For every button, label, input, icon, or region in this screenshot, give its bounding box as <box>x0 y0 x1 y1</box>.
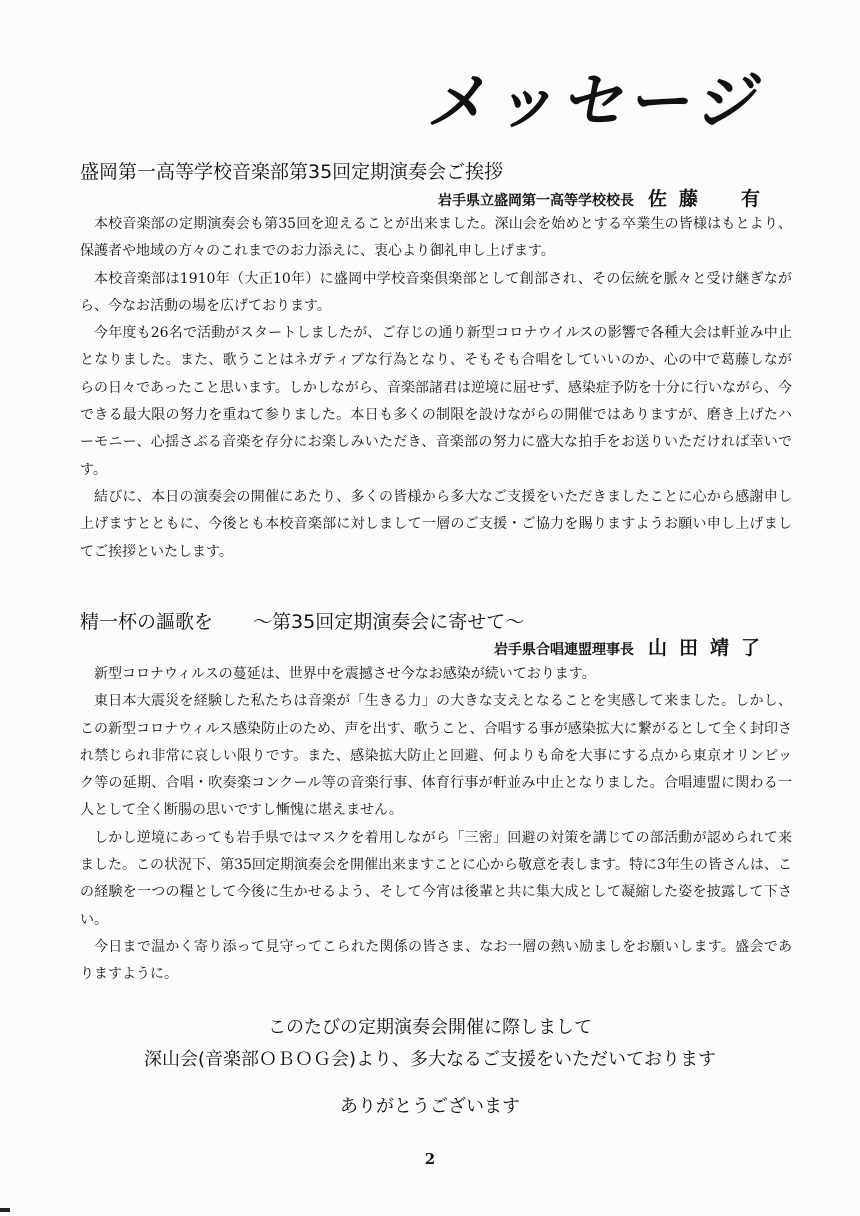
message2-heading-sub: ～第35回定期演奏会に寄せて～ <box>253 611 525 633</box>
message2-author-name: 山田靖了 <box>647 637 772 659</box>
message2-paragraph: 新型コロナウィルスの蔓延は、世界中を震撼させ今なお感染が続いております。 <box>94 666 596 682</box>
closing-line-3: ありがとうございます <box>340 1096 520 1117</box>
message2-author-role: 岩手県合唱連盟理事長 <box>493 642 634 658</box>
message1-paragraph: 本校音楽部は1910年（大正10年）に盛岡中学校音楽倶楽部として創部され、その伝統を脈々と受け継ぎながら、今なお活動の場を広げております。 <box>80 270 792 314</box>
message1-paragraph: 本校音楽部の定期演奏会も第35回を迎えることが出来ました。深山会を始めとする卒業生の皆様はもとより、保護者や地域の方々のこれまでのお力添えに、衷心より御礼申し上げます。 <box>80 216 792 260</box>
page-number: 2 <box>424 1150 436 1168</box>
scan-edge-mark <box>0 1208 10 1212</box>
message1-body <box>80 211 792 566</box>
message2-heading <box>80 610 524 634</box>
message1-author <box>438 188 772 212</box>
message2-paragraph: 今日まで温かく寄り添って見守ってこられた関係の皆さま、なお一層の熱い励ましをお願いします。盛会でありますように。 <box>80 938 792 983</box>
closing-line-1: このたびの定期演奏会開催に際しまして <box>268 1017 592 1038</box>
message2-body <box>80 661 792 989</box>
message1-paragraph: 結びに、本日の演奏会の開催にあたり、多くの皆様から多大なご支援をいただきましたことに心から感謝申し上げますとともに、今後とも本校音楽部に対しまして一層のご支援・ご協力を賜りますようお願い申し上げましてご挨拶といたします。 <box>80 488 792 560</box>
message1-heading: 盛岡第一高等学校音楽部第35回定期演奏会ご挨拶 <box>80 161 504 183</box>
message2-paragraph: 東日本大震災を経験した私たちは音楽が「生きる力」の大きな支えとなることを実感して来ました。しかし、この新型コロナウィルス感染防止のため、声を出す、歌うこと、合唱する事が感染拡大に繋がるとして全く封印され禁じられ非常に哀しい限りです。また、感染拡大防止と回避、何よりも命を大事にする点から東京オリンピック等の延期、合唱・吹奏楽コンクール等の音楽行事、体育行事が軒並み中止となりました。合唱連盟に関わる一人として全く断腸の思いですし慚愧に堪えません。 <box>80 693 792 819</box>
closing-line-2: 深山会(音楽部ＯＢＯＧ会)より、多大なるご支援をいただいております <box>143 1049 717 1070</box>
message1-author-name: 佐藤 有 <box>647 188 772 210</box>
message1-author-role: 岩手県立盛岡第一高等学校校長 <box>437 193 634 209</box>
message2-author <box>494 637 772 661</box>
message1-paragraph: 今年度も26名で活動がスタートしましたが、ご存じの通り新型コロナウイルスの影響で各種大会は軒並み中止となりました。また、歌うことはネガティブな行為となり、そもそも合唱をしていいのか、心の中で葛藤しながらの日々であったこと思います。しかしながら、音楽部諸君は逆境に屈せず、感染症予防を十分に行いながら、今できる最大限の努力を重ねて参りました。本日も多くの制限を設けながらの開催ではありますが、磨き上げたハーモニー、心揺さぶる音楽を存分にお楽しみいただき、音楽部の努力に盛大な拍手をお送りいただければ幸いです。 <box>80 325 792 478</box>
message2-heading-main: 精一杯の謳歌を <box>80 611 214 633</box>
message-banner-title: メッセージ <box>423 65 773 138</box>
message2-paragraph: しかし逆境にあっても岩手県ではマスクを着用しながら「三密」回避の対策を講じての部活動が認められて来ました。この状況下、第35回定期演奏会を開催出来ますことに心から敬意を表します。特に3年生の皆さんは、この経験を一つの糧として今後に生かせるよう、そして今宵は後輩と共に集大成として凝縮した姿を披露して下さい。 <box>80 829 792 928</box>
